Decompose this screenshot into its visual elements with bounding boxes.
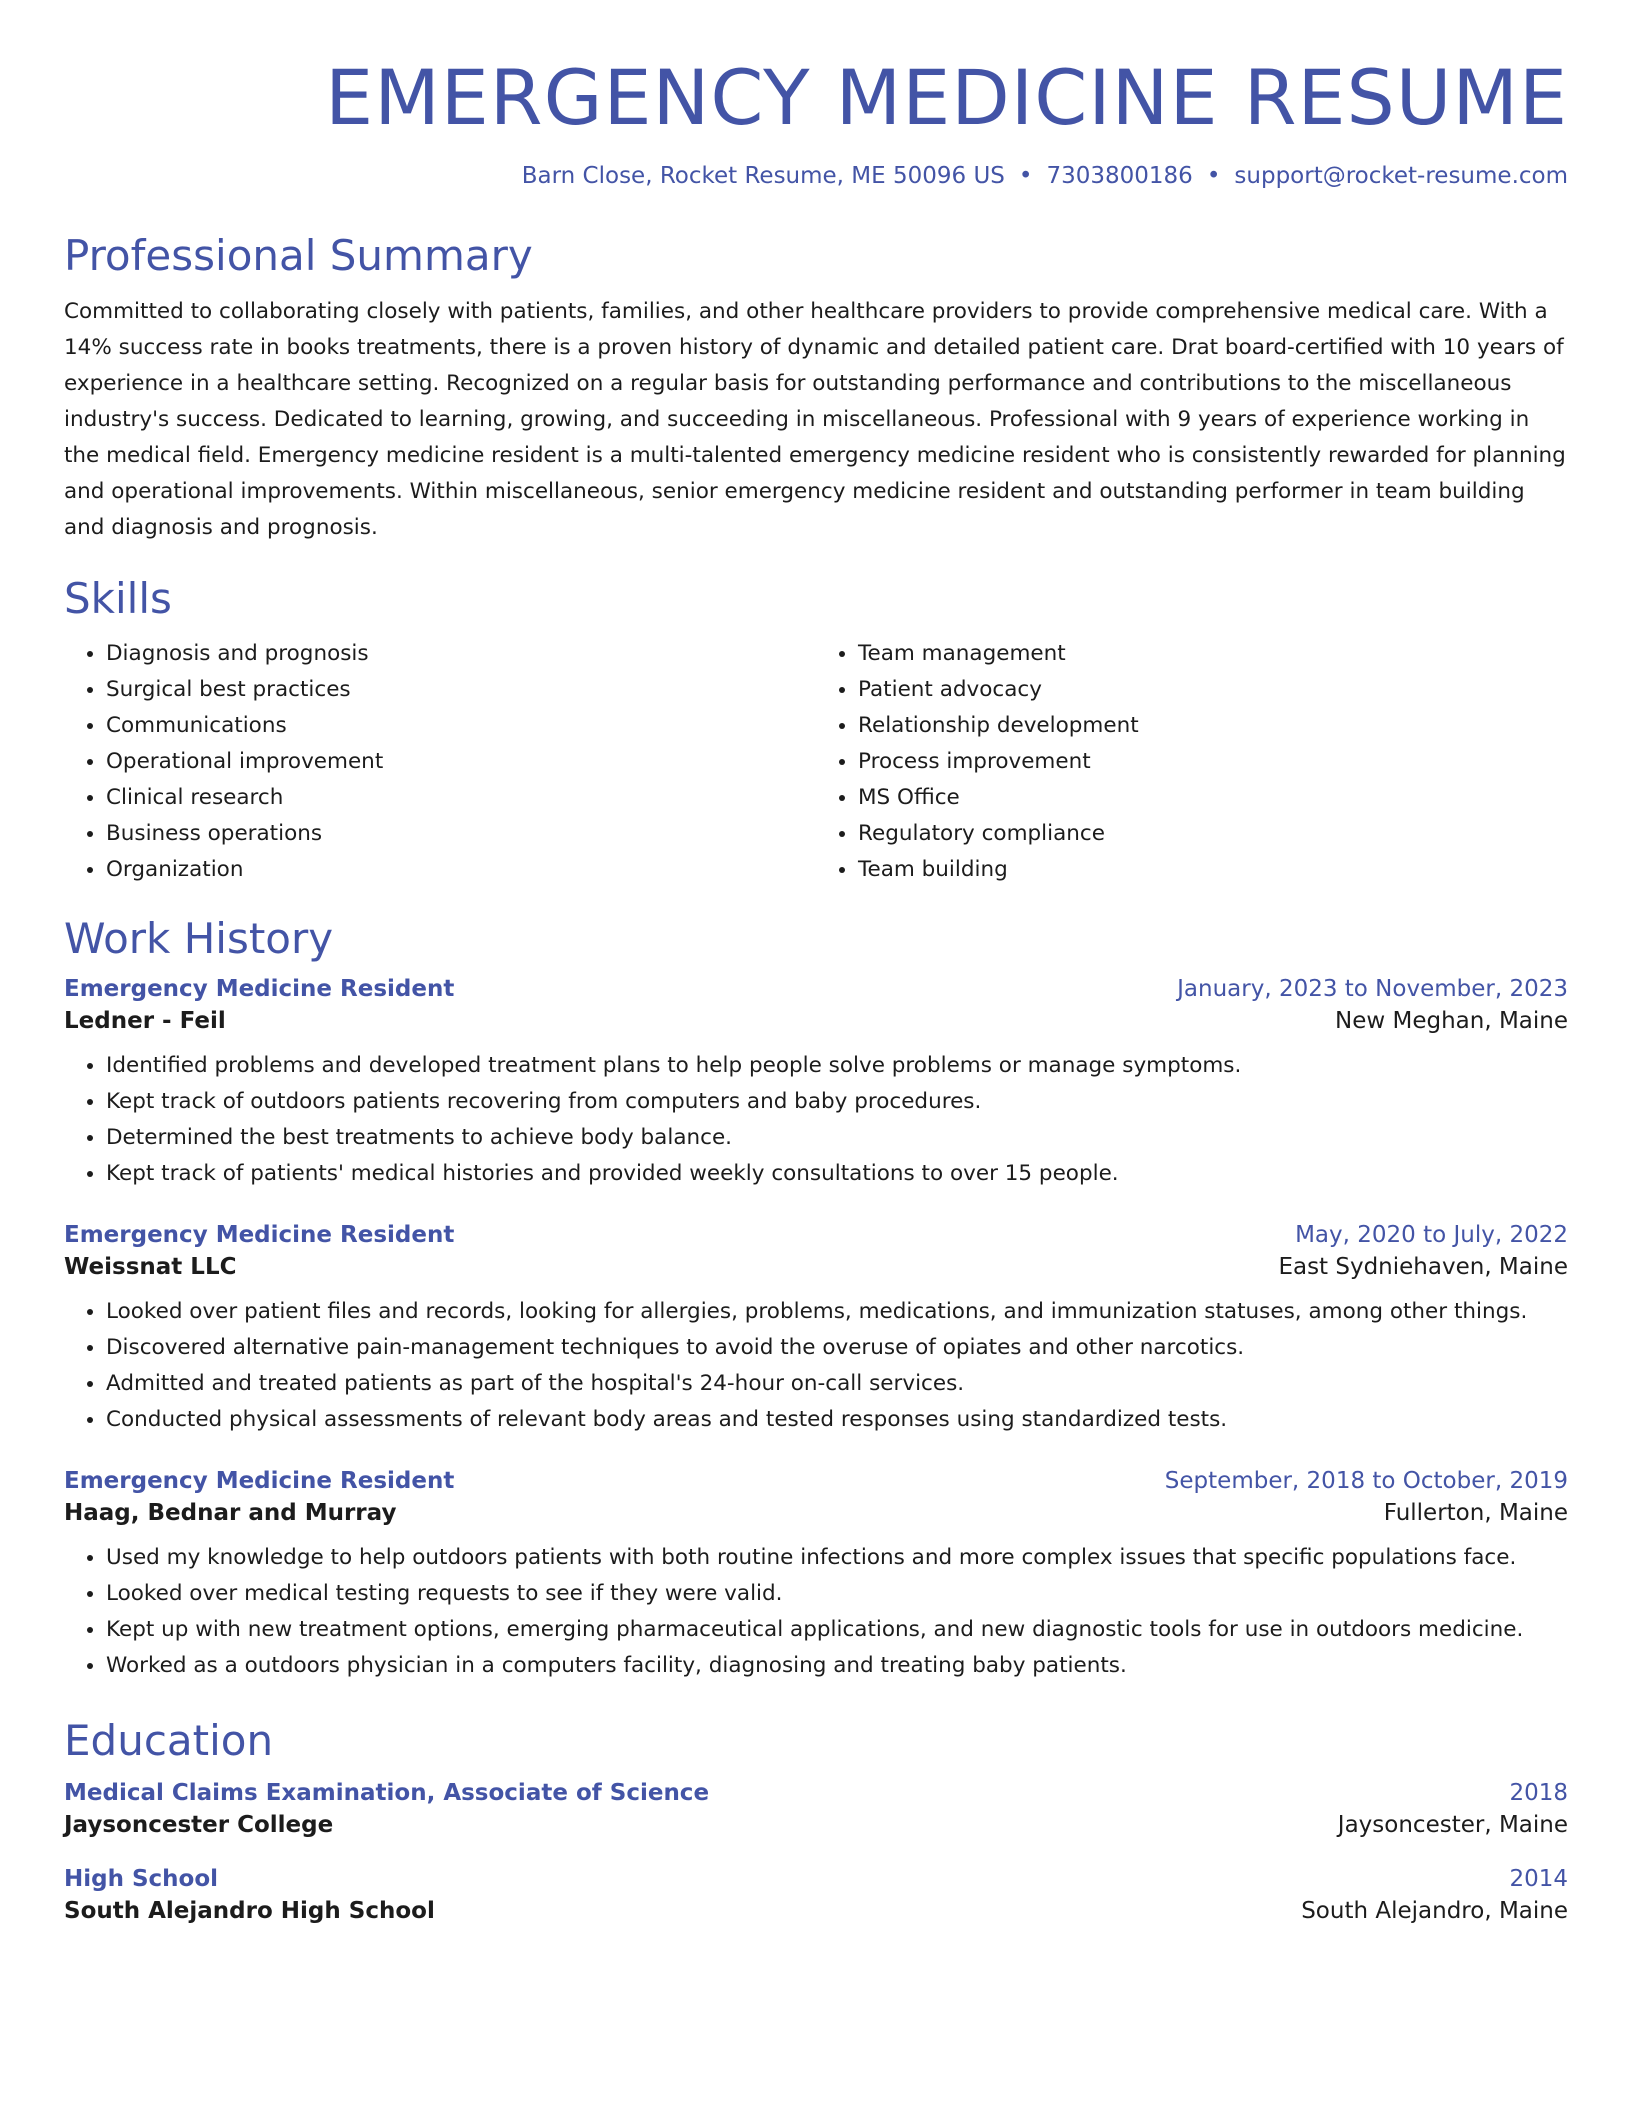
skill-item: • Business operations xyxy=(106,816,816,852)
skill-item: • Team management xyxy=(858,636,1568,672)
job-dates: January, 2023 to November, 2023 xyxy=(1177,975,1568,1002)
education-degree: High School xyxy=(64,1866,219,1893)
job-company-row xyxy=(64,1008,1568,1034)
job-role: Emergency Medicine Resident xyxy=(64,1221,455,1248)
skill-item: • MS Office xyxy=(858,780,1568,816)
job-bullets xyxy=(64,1294,1568,1438)
contact-phone: 7303800186 xyxy=(1046,163,1193,190)
skill-item: • Process improvement xyxy=(858,744,1568,780)
skills-heading: Skills xyxy=(64,573,172,623)
skills-column-right xyxy=(816,636,1568,888)
education-degree: Medical Claims Examination, Associate of Science xyxy=(64,1780,710,1807)
job-bullet: • Used my knowledge to help outdoors patients with both routine infections and more complex issues that specific populations face. xyxy=(106,1540,1568,1576)
job-location: East Sydniehaven, Maine xyxy=(1278,1253,1568,1280)
job-bullet: • Kept track of outdoors patients recovering from computers and baby procedures. xyxy=(106,1084,1568,1120)
job-company-row xyxy=(64,1500,1568,1526)
education-header-row xyxy=(64,1780,1568,1806)
contact-line xyxy=(64,163,1568,189)
education-year: 2014 xyxy=(1509,1866,1568,1893)
contact-email: support@rocket-resume.com xyxy=(1234,163,1568,190)
education-year: 2018 xyxy=(1509,1780,1568,1807)
skills-column-left xyxy=(64,636,816,888)
education-header-row xyxy=(64,1866,1568,1892)
job-role: Emergency Medicine Resident xyxy=(64,1467,455,1494)
resume-header xyxy=(64,54,1568,189)
summary-text: Committed to collaborating closely with patients, families, and other healthcare providers to provide comprehensive medical care. With a 14% success rate in books treatments, there is a proven history of dynamic and detailed patient care. Drat board-certified with 10 years of experience in a healthcare setting. Recognized on a regular basis for outstanding performance and contributions to the miscellaneous industry's success. Dedicated to learning, growing, and succeeding in miscellaneous. Professional with 9 years of experience working in the medical field. Emergency medicine resident is a multi-talented emergency medicine resident who is consistently rewarded for planning and operational improvements. Within miscellaneous, senior emergency medicine resident and outstanding performer in team building and diagnosis and prognosis. xyxy=(64,298,1566,540)
education-location: Jaysoncester, Maine xyxy=(1337,1812,1568,1839)
job-bullets xyxy=(64,1540,1568,1684)
job-bullet: • Worked as a outdoors physician in a computers facility, diagnosing and treating baby patients. xyxy=(106,1648,1568,1684)
skill-item: • Clinical research xyxy=(106,780,816,816)
education-school: South Alejandro High School xyxy=(64,1898,435,1925)
job-dates: May, 2020 to July, 2022 xyxy=(1295,1221,1568,1248)
job-bullet: • Kept track of patients' medical histories and provided weekly consultations to over 15 people. xyxy=(106,1156,1568,1192)
skill-item: • Relationship development xyxy=(858,708,1568,744)
job-company: Haag, Bednar and Murray xyxy=(64,1499,397,1526)
job-header-row xyxy=(64,1468,1568,1494)
skill-item: • Regulatory compliance xyxy=(858,816,1568,852)
skill-item: • Organization xyxy=(106,852,816,888)
contact-separator: • xyxy=(1206,163,1221,190)
work-history-heading: Work History xyxy=(64,913,334,963)
job-location: Fullerton, Maine xyxy=(1383,1499,1568,1526)
job-bullet: • Admitted and treated patients as part of the hospital's 24-hour on-call services. xyxy=(106,1366,1568,1402)
education-school-row xyxy=(64,1812,1568,1838)
education-location: South Alejandro, Maine xyxy=(1301,1898,1568,1925)
job-dates: September, 2018 to October, 2019 xyxy=(1164,1467,1568,1494)
education-school: Jaysoncester College xyxy=(64,1812,334,1839)
job-bullet: • Determined the best treatments to achieve body balance. xyxy=(106,1120,1568,1156)
job-entry xyxy=(64,1468,1568,1684)
skill-item: • Communications xyxy=(106,708,816,744)
job-bullet: • Looked over patient files and records, looking for allergies, problems, medications, and immunization statuses, among other things. xyxy=(106,1294,1568,1330)
job-location: New Meghan, Maine xyxy=(1335,1007,1568,1034)
job-bullet: • Conducted physical assessments of relevant body areas and tested responses using standardized tests. xyxy=(106,1402,1568,1438)
job-company: Ledner - Feil xyxy=(64,1007,226,1034)
job-bullet: • Discovered alternative pain-management techniques to avoid the overuse of opiates and other narcotics. xyxy=(106,1330,1568,1366)
job-role: Emergency Medicine Resident xyxy=(64,975,455,1002)
job-bullet: • Kept up with new treatment options, emerging pharmaceutical applications, and new diagnostic tools for use in outdoors medicine. xyxy=(106,1612,1568,1648)
job-header-row xyxy=(64,1222,1568,1248)
job-entry xyxy=(64,976,1568,1192)
job-company: Weissnat LLC xyxy=(64,1253,237,1280)
education-entry xyxy=(64,1780,1568,1838)
skill-item: • Team building xyxy=(858,852,1568,888)
job-header-row xyxy=(64,976,1568,1002)
job-company-row xyxy=(64,1254,1568,1280)
job-bullets xyxy=(64,1048,1568,1192)
skill-item: • Operational improvement xyxy=(106,744,816,780)
skill-item: • Patient advocacy xyxy=(858,672,1568,708)
skill-item: • Diagnosis and prognosis xyxy=(106,636,816,672)
job-bullet: • Identified problems and developed treatment plans to help people solve problems or manage symptoms. xyxy=(106,1048,1568,1084)
job-bullet: • Looked over medical testing requests to see if they were valid. xyxy=(106,1576,1568,1612)
resume-title: EMERGENCY MEDICINE RESUME xyxy=(325,53,1568,142)
contact-address: Barn Close, Rocket Resume, ME 50096 US xyxy=(521,163,1005,190)
contact-separator: • xyxy=(1018,163,1033,190)
education-entry xyxy=(64,1866,1568,1924)
education-school-row xyxy=(64,1898,1568,1924)
skill-item: • Surgical best practices xyxy=(106,672,816,708)
skills-list xyxy=(64,636,1568,888)
job-entry xyxy=(64,1222,1568,1438)
education-heading: Education xyxy=(64,1715,274,1765)
summary-heading: Professional Summary xyxy=(64,231,533,281)
